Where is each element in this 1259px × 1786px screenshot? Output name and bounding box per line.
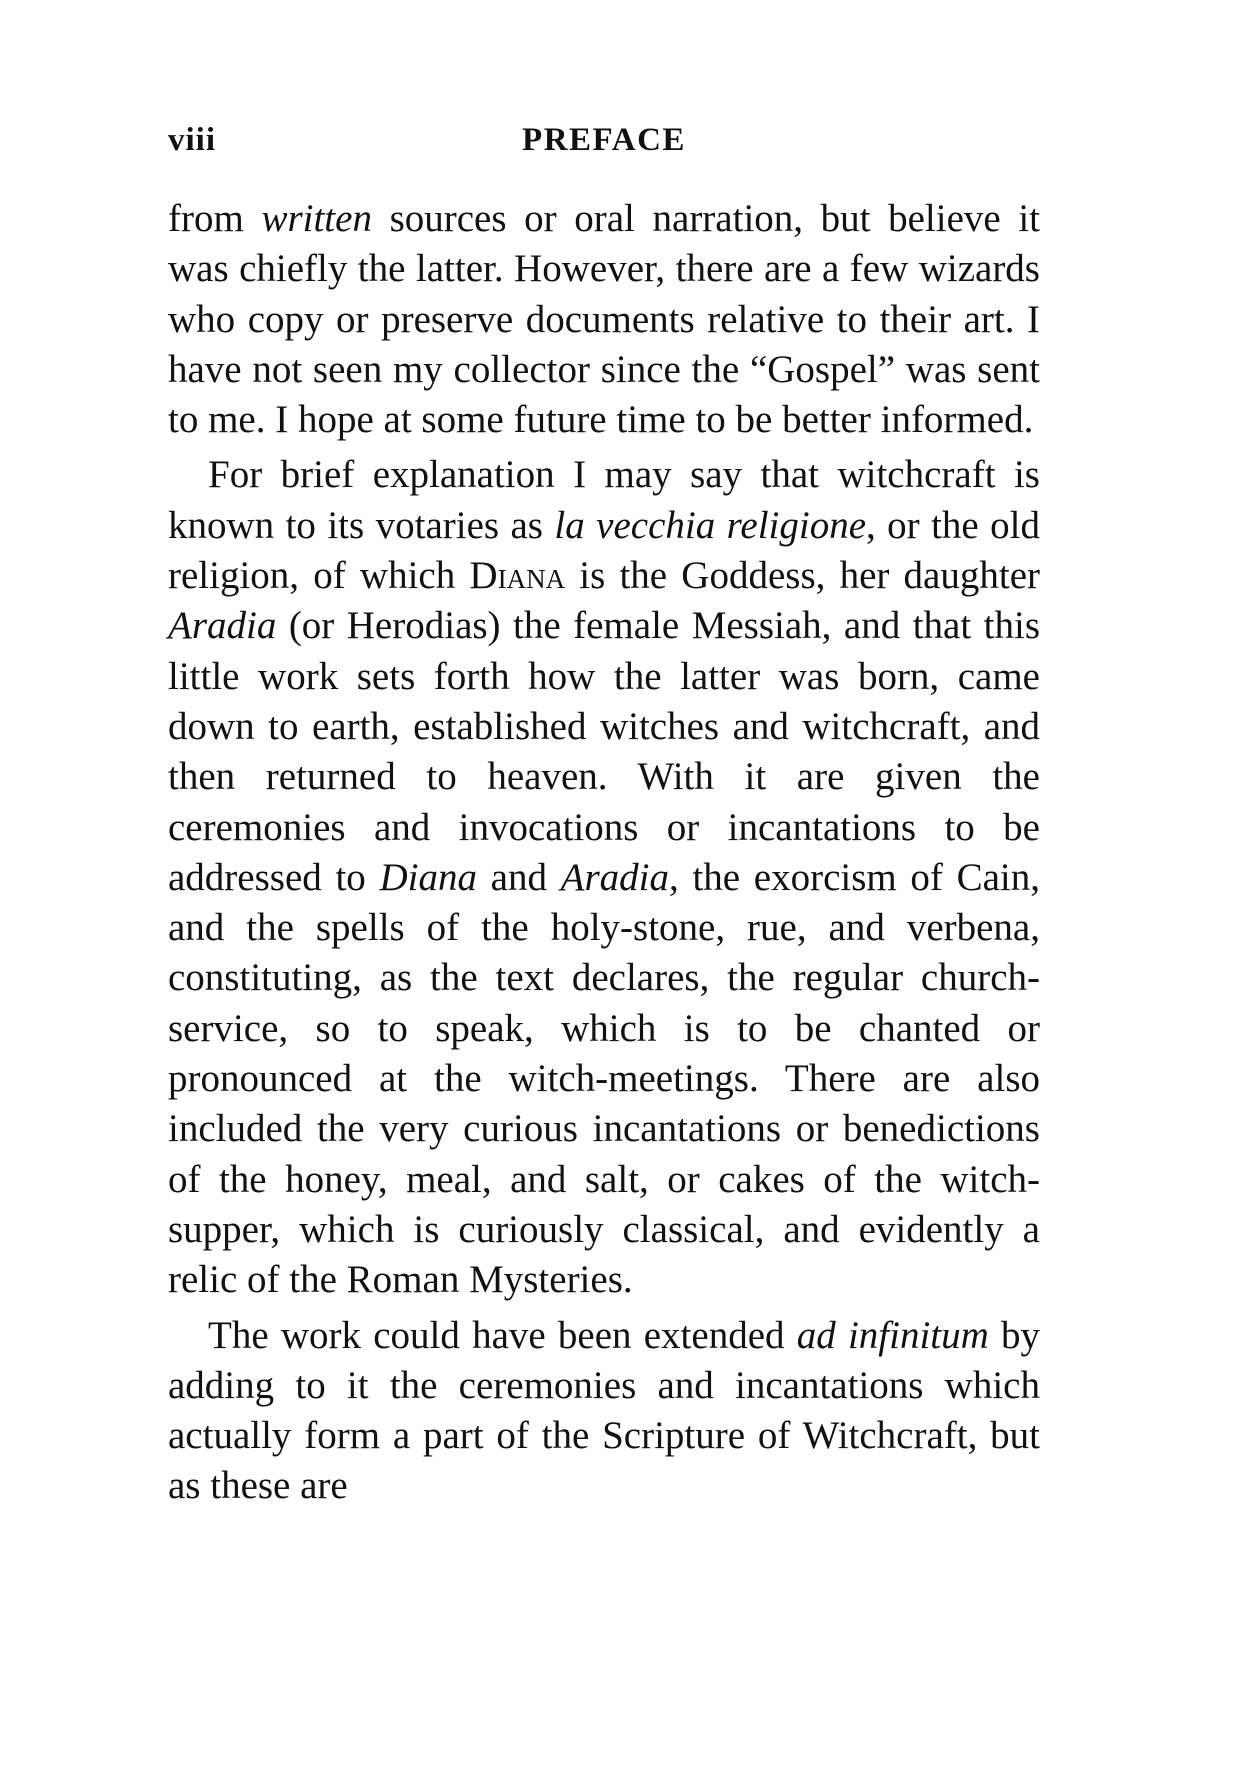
running-head: PREFACE bbox=[522, 122, 686, 158]
text-run: , or the old religion, of which bbox=[168, 503, 1040, 598]
paragraph-continued bbox=[168, 194, 1040, 445]
italic-phrase: la vecchia religione bbox=[554, 503, 867, 547]
text-run: and bbox=[476, 855, 561, 899]
body-text bbox=[168, 194, 1040, 1512]
text-run: For brief explanation I may say that witchcraft is known to its votaries as bbox=[168, 453, 1040, 547]
italic-name: Diana bbox=[379, 855, 477, 899]
italic-name: Aradia bbox=[560, 855, 670, 899]
italic-word: written bbox=[261, 197, 372, 240]
page-header bbox=[168, 122, 1040, 166]
text-run: (or Herodias) the female Messiah, and that this little work sets forth how the latter was born, came down to earth, established witches and witchcraft, and then returned to heaven. With it are given the ceremonies and invocations or incantations to be addressed to bbox=[168, 604, 1040, 899]
paragraph-work bbox=[168, 1311, 1040, 1512]
text-run: by adding to it the ceremonies and incantations which actually form a part of the Scripture of Witchcraft, but as these are bbox=[168, 1313, 1041, 1508]
italic-phrase: ad infinitum bbox=[796, 1313, 989, 1357]
text-run: , the exorcism of Cain, and the spells of the holy-stone, rue, and verbena, constituting, as the text declares, the regular church-service, so to speak, which is to be chanted or pronounced at the witch-meetings. There are also included the very curious incantations or benedictions of the honey, meal, and salt, or cakes of the witch-supper, which is curiously classical, and evidently a relic of the Roman Mysteries. bbox=[168, 855, 1041, 1302]
text-run: The work could have been extended bbox=[208, 1313, 797, 1357]
paragraph-explanation bbox=[168, 450, 1040, 1305]
italic-name: Aradia bbox=[168, 604, 277, 648]
text-run: from bbox=[168, 197, 262, 240]
smallcaps-name: Diana bbox=[469, 554, 566, 598]
page-number: viii bbox=[168, 122, 217, 158]
text-run: sources or oral narration, but believe it was chiefly the latter. However, there are a few wizards who copy or preserve documents relative to their art. I have not seen my collector since the “Gospel” was sent to me. I hope at some future time to be better informed. bbox=[168, 197, 1040, 442]
text-run: is the Goddess, her daughter bbox=[565, 554, 1040, 598]
